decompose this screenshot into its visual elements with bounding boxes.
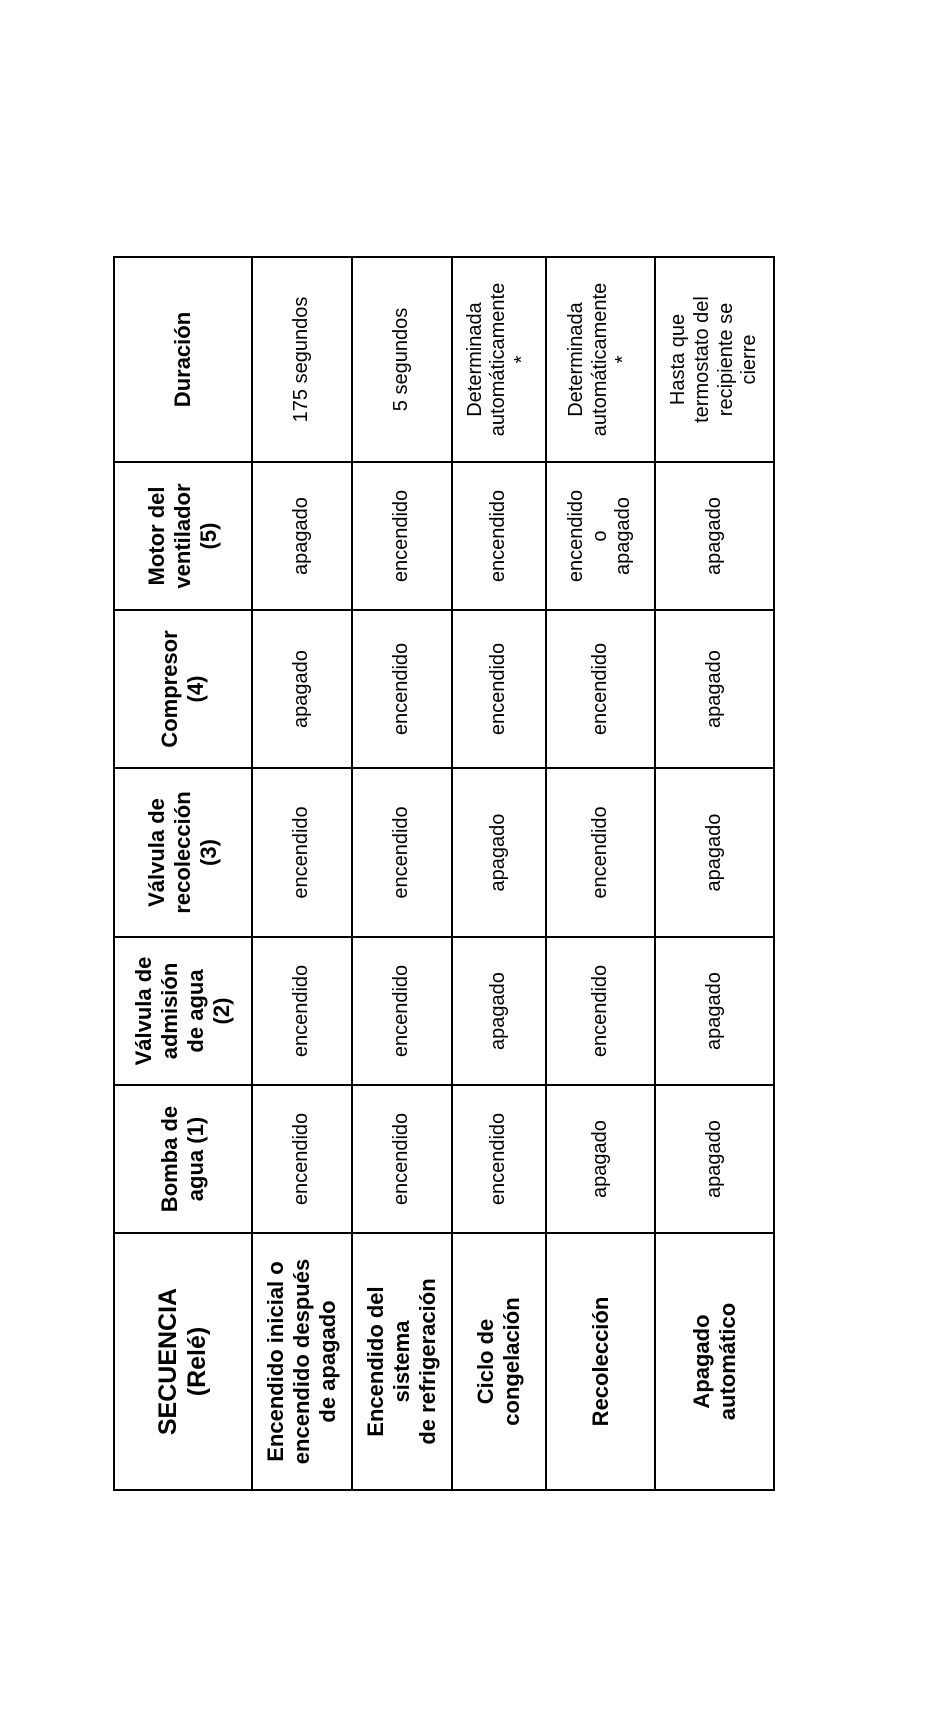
cell-compressor: apagado (252, 610, 352, 768)
cell-inlet-valve: apagado (655, 937, 774, 1085)
header-fan-motor: Motor del ventilador (5) (114, 462, 252, 610)
table-row (546, 257, 655, 1490)
header-harvest-valve: Válvula de recolección (3) (114, 768, 252, 937)
cell-fan-motor: apagado (655, 462, 774, 610)
cell-inlet-valve: encendido (546, 937, 655, 1085)
rotated-table-wrapper (113, 258, 775, 1491)
cell-inlet-valve: apagado (452, 937, 546, 1085)
table-row (655, 257, 774, 1490)
cell-fan-motor: encendido (452, 462, 546, 610)
cell-harvest-valve: encendido (252, 768, 352, 937)
cell-duration: Hasta que termostato del recipiente se cierre (655, 257, 774, 462)
table-row (452, 257, 546, 1490)
table-row (252, 257, 352, 1490)
cell-duration: Determinada automáticamente * (546, 257, 655, 462)
header-sequence: SECUENCIA (Relé) (114, 1233, 252, 1490)
cell-pump: encendido (452, 1085, 546, 1233)
cell-pump: apagado (546, 1085, 655, 1233)
header-duration: Duración (114, 257, 252, 462)
cell-pump: encendido (352, 1085, 452, 1233)
header-pump: Bomba de agua (1) (114, 1085, 252, 1233)
cell-harvest-valve: encendido (546, 768, 655, 937)
cell-compressor: encendido (546, 610, 655, 768)
cell-sequence: Encendido inicial o encendido después de apagado (252, 1233, 352, 1490)
header-inlet-valve: Válvula de admisión de agua (2) (114, 937, 252, 1085)
cell-fan-motor: encendido o apagado (546, 462, 655, 610)
cell-pump: apagado (655, 1085, 774, 1233)
header-row (114, 257, 252, 1490)
cell-compressor: apagado (655, 610, 774, 768)
cell-sequence: Recolección (546, 1233, 655, 1490)
cell-inlet-valve: encendido (252, 937, 352, 1085)
table-row (352, 257, 452, 1490)
cell-harvest-valve: apagado (452, 768, 546, 937)
cell-fan-motor: encendido (352, 462, 452, 610)
cell-duration: Determinada automáticamente * (452, 257, 546, 462)
cell-duration: 5 segundos (352, 257, 452, 462)
cell-sequence: Apagado automático (655, 1233, 774, 1490)
cell-sequence: Ciclo de congelación (452, 1233, 546, 1490)
cell-harvest-valve: encendido (352, 768, 452, 937)
cell-duration: 175 segundos (252, 257, 352, 462)
cell-fan-motor: apagado (252, 462, 352, 610)
cell-inlet-valve: encendido (352, 937, 452, 1085)
cell-compressor: encendido (352, 610, 452, 768)
cell-compressor: encendido (452, 610, 546, 768)
cell-harvest-valve: apagado (655, 768, 774, 937)
header-compressor: Compresor (4) (114, 610, 252, 768)
sequence-table (113, 256, 775, 1491)
cell-pump: encendido (252, 1085, 352, 1233)
cell-sequence: Encendido del sistema de refrigeración (352, 1233, 452, 1490)
